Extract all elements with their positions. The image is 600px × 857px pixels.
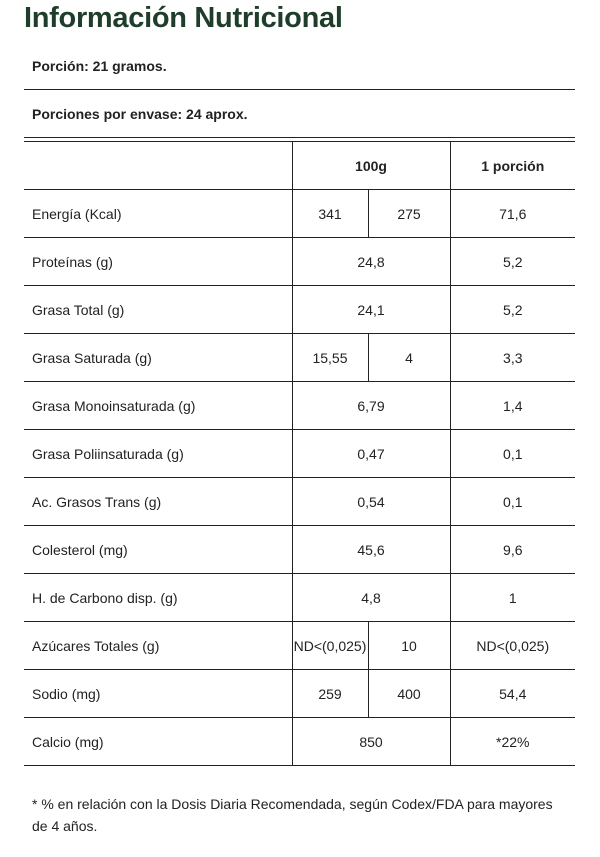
value-100g-a: 341: [292, 190, 368, 238]
value-100g: 850: [292, 718, 450, 766]
row-label: Grasa Monoinsaturada (g): [24, 382, 292, 430]
page-title: Información Nutricional: [24, 2, 343, 34]
value-100g-a: 15,55: [292, 334, 368, 382]
row-label: Energía (Kcal): [24, 190, 292, 238]
row-label: Colesterol (mg): [24, 526, 292, 574]
value-100g: 4,8: [292, 574, 450, 622]
row-label: Sodio (mg): [24, 670, 292, 718]
value-100g-a: ND<(0,025): [292, 622, 368, 670]
value-100g: 0,47: [292, 430, 450, 478]
value-portion: 1: [450, 574, 575, 622]
value-portion: 9,6: [450, 526, 575, 574]
value-portion: 0,1: [450, 430, 575, 478]
table-header-row: [24, 142, 575, 190]
row-label: Grasa Total (g): [24, 286, 292, 334]
table-row-protein: [24, 238, 575, 286]
value-portion: 3,3: [450, 334, 575, 382]
value-100g: 6,79: [292, 382, 450, 430]
table-row-cholesterol: [24, 526, 575, 574]
table-row-calcium: [24, 718, 575, 766]
row-label: H. de Carbono disp. (g): [24, 574, 292, 622]
table-row-total-sugars: [24, 622, 575, 670]
table-row-sodium: [24, 670, 575, 718]
table-row-monounsaturated-fat: [24, 382, 575, 430]
row-label: Grasa Saturada (g): [24, 334, 292, 382]
value-100g-a: 259: [292, 670, 368, 718]
value-portion: 0,1: [450, 478, 575, 526]
value-portion: ND<(0,025): [450, 622, 575, 670]
row-label: Calcio (mg): [24, 718, 292, 766]
row-label: Proteínas (g): [24, 238, 292, 286]
header-per-portion: 1 porción: [450, 142, 575, 190]
value-100g: 24,8: [292, 238, 450, 286]
nutrition-table: [24, 141, 575, 766]
row-label: Grasa Poliinsaturada (g): [24, 430, 292, 478]
row-label: Azúcares Totales (g): [24, 622, 292, 670]
value-portion: *22%: [450, 718, 575, 766]
value-100g: 0,54: [292, 478, 450, 526]
value-portion: 1,4: [450, 382, 575, 430]
value-100g: 45,6: [292, 526, 450, 574]
value-100g-b: 275: [368, 190, 450, 238]
table-row-energy: [24, 190, 575, 238]
value-100g-b: 10: [368, 622, 450, 670]
value-portion: 54,4: [450, 670, 575, 718]
table-row-total-fat: [24, 286, 575, 334]
portions-per-pack: Porciones por envase: 24 aprox.: [24, 90, 575, 138]
row-label: Ac. Grasos Trans (g): [24, 478, 292, 526]
value-portion: 5,2: [450, 238, 575, 286]
table-row-polyunsaturated-fat: [24, 430, 575, 478]
table-row-trans-fat: [24, 478, 575, 526]
table-row-saturated-fat: [24, 334, 575, 382]
table-row-carbohydrates: [24, 574, 575, 622]
value-100g: 24,1: [292, 286, 450, 334]
footnote: * % en relación con la Dosis Diaria Recomendada, según Codex/FDA para mayores de 4 años.: [32, 796, 553, 834]
value-100g-b: 400: [368, 670, 450, 718]
portion-size: Porción: 21 gramos.: [24, 42, 575, 90]
value-portion: 5,2: [450, 286, 575, 334]
value-portion: 71,6: [450, 190, 575, 238]
header-per-100g: 100g: [292, 142, 450, 190]
header-blank: [24, 142, 292, 190]
value-100g-b: 4: [368, 334, 450, 382]
